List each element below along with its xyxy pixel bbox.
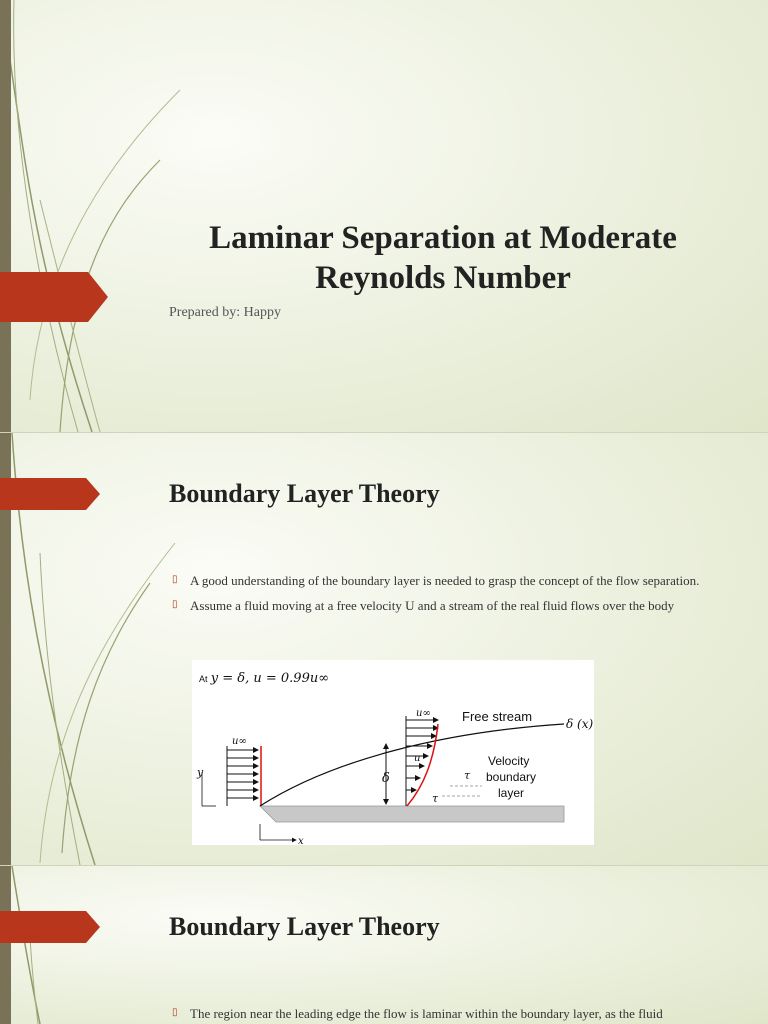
slide-title [168, 218, 718, 298]
equation-prefix: At [199, 674, 208, 684]
delta-label: δ [382, 771, 390, 786]
diagram-graphic [192, 660, 594, 845]
left-bar [0, 866, 11, 1024]
slide-heading: Boundary Layer Theory [169, 479, 440, 508]
inlet-velocity-profile [227, 746, 261, 806]
list-item [172, 597, 712, 614]
bullet-text: Assume a fluid moving at a free velocity U and a stream of the real fluid flows over the body [190, 598, 675, 613]
list-item [172, 572, 712, 589]
u-inf-left-label: u∞ [232, 736, 247, 747]
slide-accent-tab [0, 272, 108, 322]
left-bar [0, 0, 11, 432]
bullet-text: The region near the leading edge the flow is laminar within the boundary layer, as the fluid [190, 1006, 663, 1021]
boundary-label: boundary [486, 770, 537, 784]
slide-accent-tab [0, 478, 100, 510]
bullet-marker-icon: ▯ [172, 574, 178, 585]
tau-label: τ [464, 769, 471, 782]
y-axis-label: y [197, 766, 204, 779]
slide-accent-tab [0, 911, 100, 943]
bullet-text: A good understanding of the boundary layer is needed to grasp the concept of the flow separation. [190, 573, 700, 588]
content-slide-2 [0, 866, 768, 1024]
title-line-2: Reynolds Number [315, 260, 571, 296]
bullet-marker-icon: ▯ [172, 599, 178, 610]
u-label: u [414, 753, 421, 764]
layer-label: layer [498, 786, 525, 800]
equation-body: y = δ, u = 0.99u∞ [210, 671, 330, 686]
list-item [172, 1005, 712, 1022]
content-slide-1 [0, 433, 768, 865]
decorative-swirl [0, 866, 200, 1024]
bullet-list [172, 572, 712, 622]
x-axis-label: x [298, 836, 304, 845]
title-slide [0, 0, 768, 432]
bullet-list [172, 1005, 712, 1024]
velocity-label: Velocity [488, 754, 530, 768]
slide-heading: Boundary Layer Theory [169, 912, 440, 941]
boundary-layer-diagram [192, 660, 594, 845]
free-stream-label: Free stream [462, 709, 533, 724]
delta-x-label: δ (x) [566, 717, 594, 731]
u-inf-top-label: u∞ [416, 708, 431, 719]
bullet-marker-icon: ▯ [172, 1007, 178, 1018]
tau-wall-label: τ [432, 792, 439, 805]
slide-subtitle: Prepared by: Happy [169, 305, 281, 320]
title-line-1: Laminar Separation at Moderate [209, 220, 677, 256]
flat-plate [260, 806, 564, 822]
decorative-swirl [0, 0, 200, 432]
